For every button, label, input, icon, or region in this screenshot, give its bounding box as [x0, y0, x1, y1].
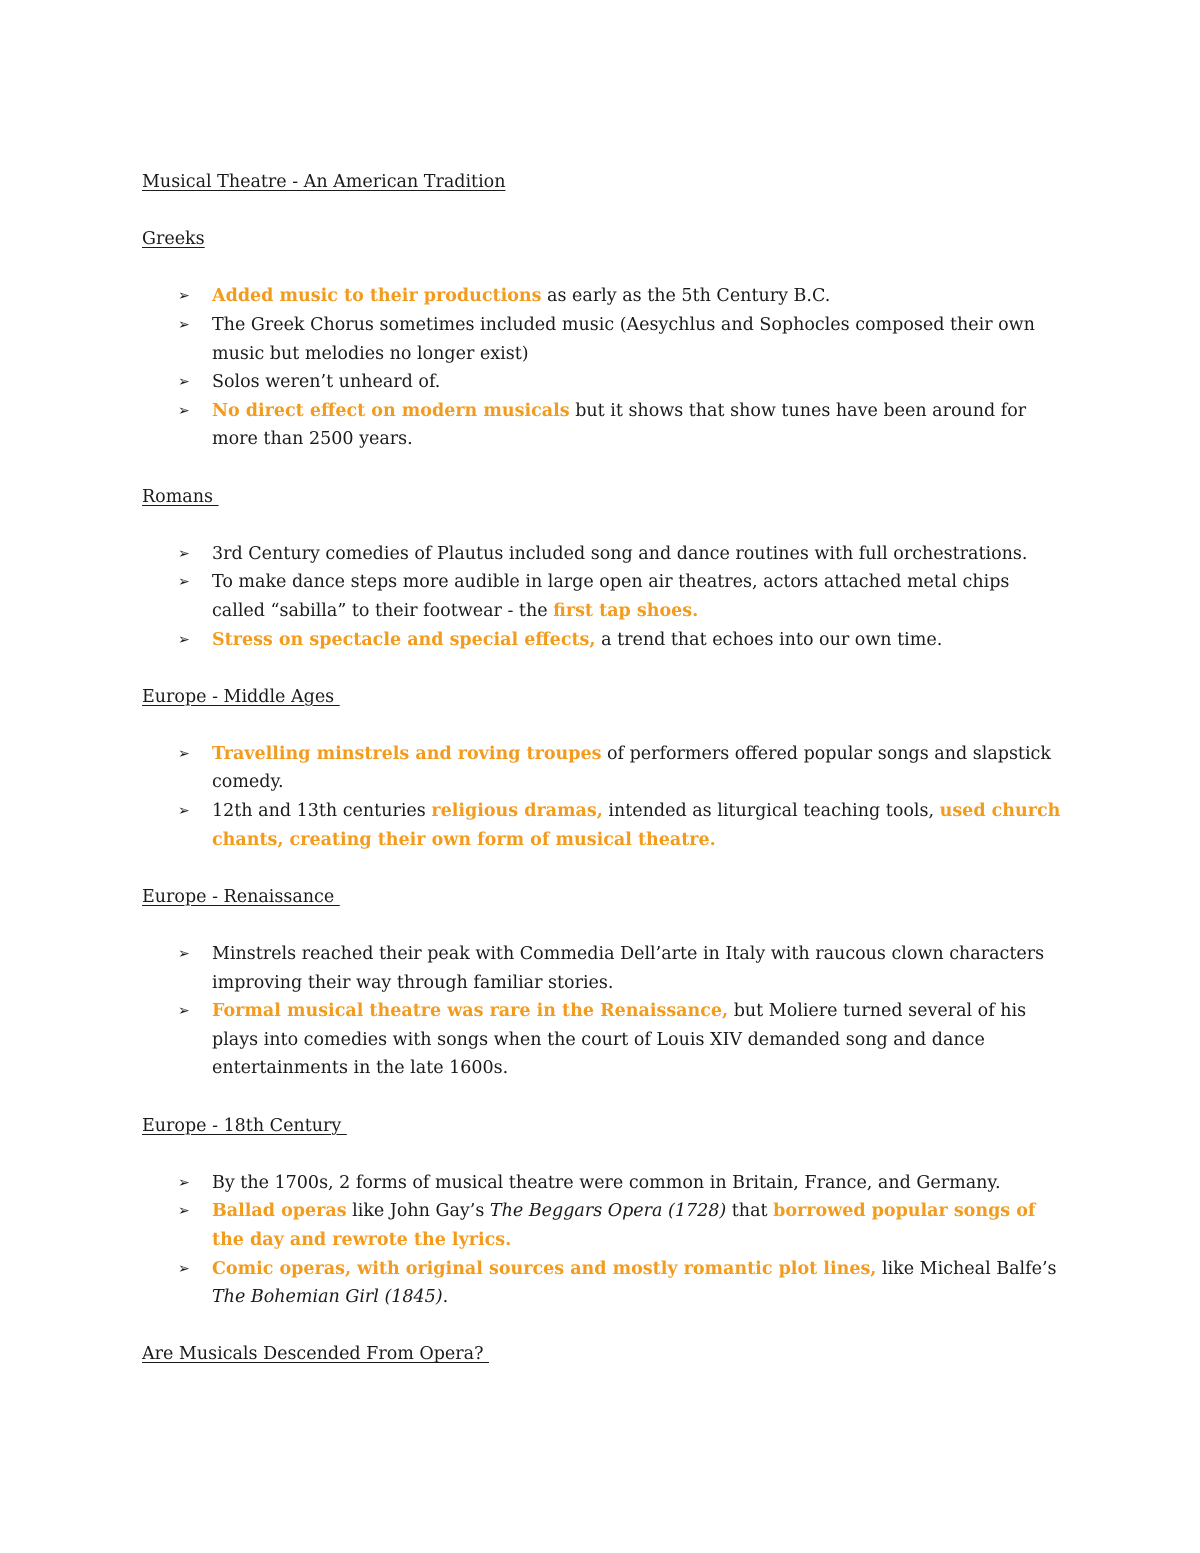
list-item: ➢ The Greek Chorus sometimes included music (Aesychlus and Sophocles composed their own music but melodies no longer exist)	[142, 311, 1062, 368]
list-item: ➢ Minstrels reached their peak with Commedia Dell’arte in Italy with raucous clown characters improving their way through familiar stories.	[142, 940, 1062, 997]
section-heading-greeks: Greeks	[142, 229, 205, 250]
document-page	[142, 168, 1062, 1369]
arrowhead-bullet-icon: ➢	[178, 402, 190, 419]
bullet-list-renaissance	[142, 940, 1062, 1083]
section-middle-ages	[142, 683, 1062, 855]
arrowhead-bullet-icon: ➢	[178, 316, 190, 333]
arrowhead-bullet-icon: ➢	[178, 1003, 190, 1020]
document-title: Musical Theatre - An American Tradition	[142, 172, 506, 192]
list-item: ➢ To make dance steps more audible in large open air theatres, actors attached metal chips called “sabilla” to their footwear - the first tap shoes.	[142, 568, 1062, 625]
list-item: ➢ Solos weren’t unheard of.	[142, 368, 1062, 397]
arrowhead-bullet-icon: ➢	[178, 946, 190, 963]
section-18th-century	[142, 1112, 1062, 1312]
list-item: ➢ Ballad operas like John Gay’s The Beggars Opera (1728) that borrowed popular songs of the day and rewrote the lyrics.	[142, 1197, 1062, 1254]
section-greeks	[142, 225, 1062, 454]
bullet-list-greeks	[142, 282, 1062, 454]
bullet-list-18th-century	[142, 1169, 1062, 1312]
list-item: ➢ No direct effect on modern musicals but it shows that show tunes have been around for more than 2500 years.	[142, 397, 1062, 454]
arrowhead-bullet-icon: ➢	[178, 1203, 190, 1220]
bullet-list-middle-ages	[142, 740, 1062, 854]
arrowhead-bullet-icon: ➢	[178, 803, 190, 820]
arrowhead-bullet-icon: ➢	[178, 288, 190, 305]
list-item: ➢ Added music to their productions as early as the 5th Century B.C.	[142, 282, 1062, 311]
list-item: ➢ By the 1700s, 2 forms of musical theatre were common in Britain, France, and Germany.	[142, 1169, 1062, 1198]
list-item: ➢ 3rd Century comedies of Plautus included song and dance routines with full orchestrations.	[142, 540, 1062, 569]
section-renaissance	[142, 883, 1062, 1083]
arrowhead-bullet-icon: ➢	[178, 545, 190, 562]
section-heading-18th-century: Europe - 18th Century	[142, 1115, 347, 1136]
arrowhead-bullet-icon: ➢	[178, 1174, 190, 1191]
section-heading-middle-ages: Europe - Middle Ages	[142, 686, 340, 707]
section-heading-romans: Romans	[142, 486, 219, 507]
list-item: ➢ Comic operas, with original sources and mostly romantic plot lines, like Micheal Balfe’s The Bohemian Girl (1845).	[142, 1255, 1062, 1312]
arrowhead-bullet-icon: ➢	[178, 745, 190, 762]
bullet-list-romans	[142, 540, 1062, 654]
list-item: ➢ Formal musical theatre was rare in the Renaissance, but Moliere turned several of his plays into comedies with songs when the court of Louis XIV demanded song and dance entertainments in the late 1600s.	[142, 997, 1062, 1083]
arrowhead-bullet-icon: ➢	[178, 374, 190, 391]
arrowhead-bullet-icon: ➢	[178, 574, 190, 591]
arrowhead-bullet-icon: ➢	[178, 631, 190, 648]
arrowhead-bullet-icon: ➢	[178, 1260, 190, 1277]
list-item: ➢ 12th and 13th centuries religious dramas, intended as liturgical teaching tools, used church chants, creating their own form of musical theatre.	[142, 797, 1062, 854]
section-heading-renaissance: Europe - Renaissance	[142, 886, 340, 907]
section-romans	[142, 483, 1062, 655]
section-opera	[142, 1340, 1062, 1369]
list-item: ➢ Stress on spectacle and special effects, a trend that echoes into our own time.	[142, 626, 1062, 655]
list-item: ➢ Travelling minstrels and roving troupes of performers offered popular songs and slapstick comedy.	[142, 740, 1062, 797]
section-heading-opera: Are Musicals Descended From Opera?	[142, 1344, 490, 1365]
